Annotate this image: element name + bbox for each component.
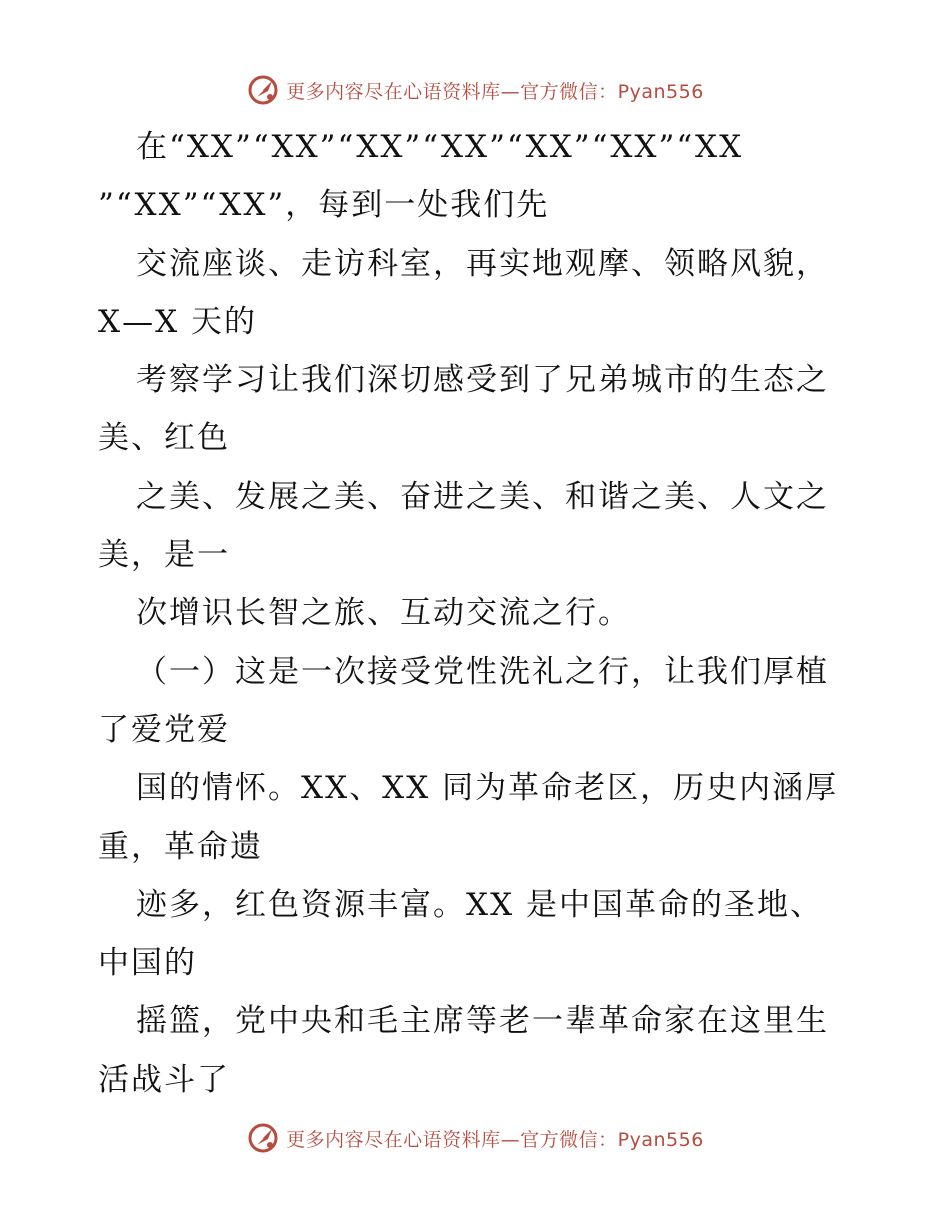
text-line: 摇篮，党中央和毛主席等老一辈革命家在这里生 <box>136 1003 829 1040</box>
text-line: 了爱党爱 <box>98 711 230 748</box>
text-line: 活战斗了 <box>98 1061 230 1098</box>
text-line: X—X 天的 <box>98 303 257 340</box>
document-body <box>98 118 858 1109</box>
footer-watermark <box>0 1118 950 1158</box>
watermark-text: 更多内容尽在心语资料库—官方微信：Pyan556 <box>286 1128 704 1151</box>
text-line: 次增识长智之旅、互动交流之行。 <box>136 595 631 632</box>
text-line: （一）这是一次接受党性洗礼之行，让我们厚植 <box>136 653 829 690</box>
header-watermark <box>0 70 950 110</box>
text-line: 迹多，红色资源丰富。XX 是中国革命的圣地、 <box>136 886 823 923</box>
text-line: 考察学习让我们深切感受到了兄弟城市的生态之 <box>136 362 829 399</box>
feather-pen-logo-icon <box>246 1121 280 1155</box>
text-line: 国的情怀。XX、XX 同为革命老区，历史内涵厚 <box>136 770 839 807</box>
text-line: 在“XX”“XX”“XX”“XX”“XX”“XX”“XX <box>136 129 744 165</box>
text-line: ”“XX”“XX”，每到一处我们先 <box>98 187 550 224</box>
text-line: 美，是一 <box>98 537 230 574</box>
watermark-text: 更多内容尽在心语资料库—官方微信：Pyan556 <box>286 80 704 103</box>
text-line: 美、红色 <box>98 420 230 457</box>
text-line: 交流座谈、走访科室，再实地观摩、领略风貌， <box>136 245 829 282</box>
text-line: 之美、发展之美、奋进之美、和谐之美、人文之 <box>136 478 829 515</box>
text-line: 重，革命遗 <box>98 828 263 865</box>
feather-pen-logo-icon <box>246 73 280 107</box>
text-line: 中国的 <box>98 945 197 982</box>
